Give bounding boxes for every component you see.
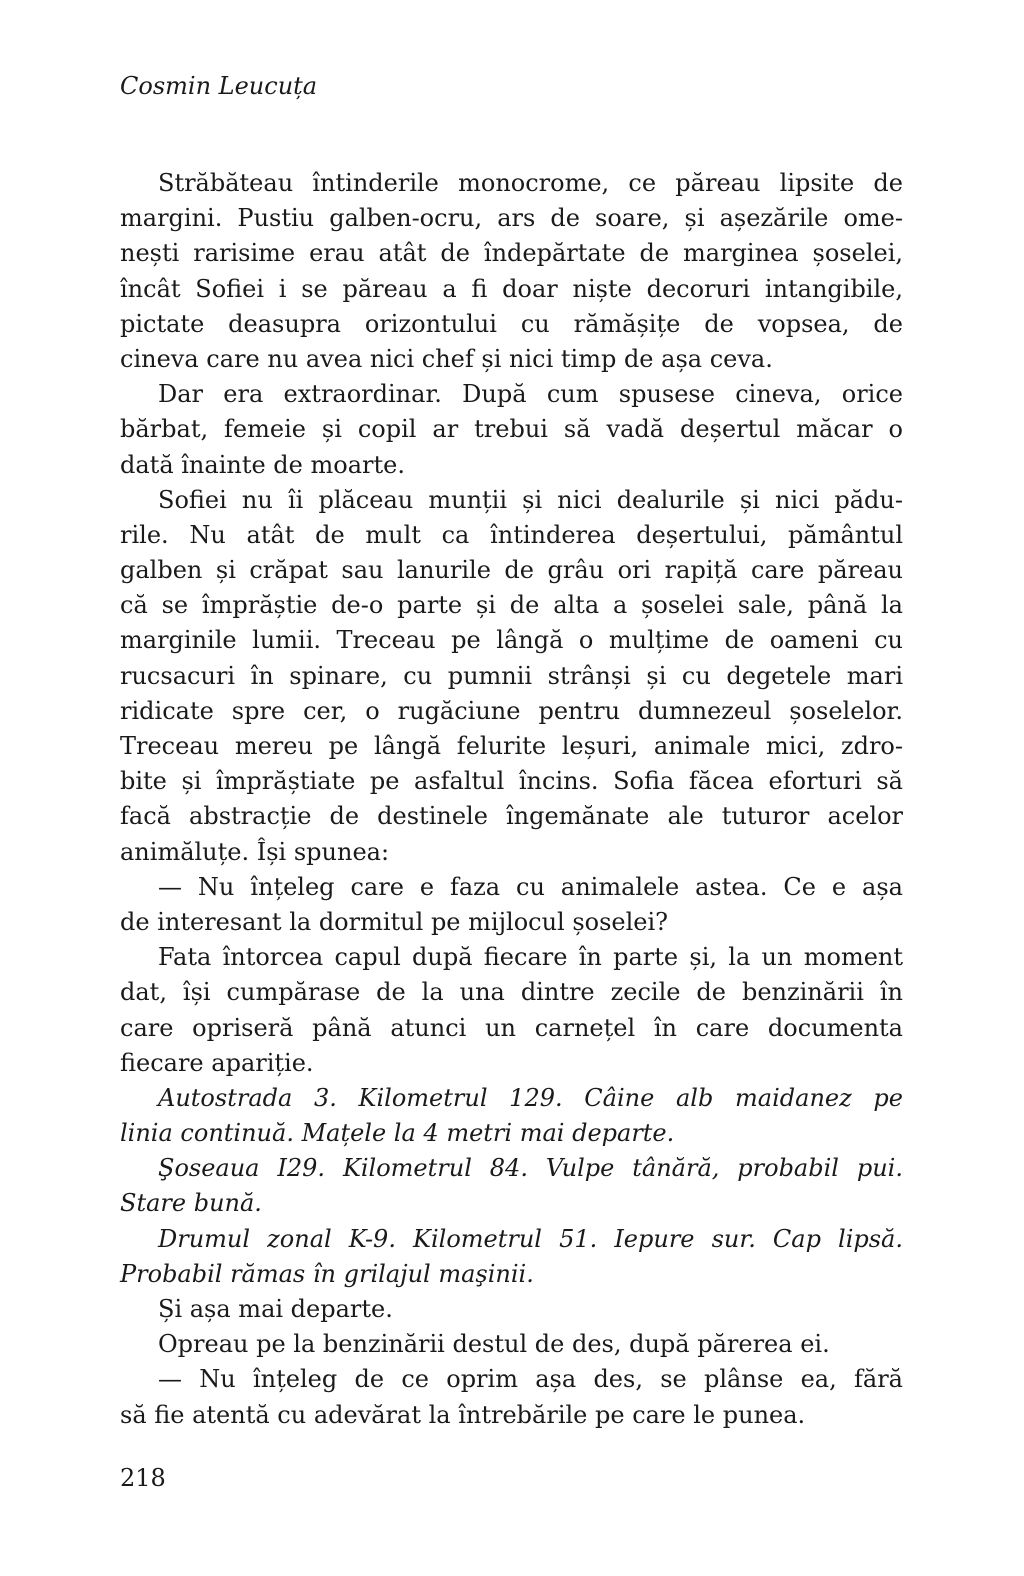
paragraph (120, 1292, 903, 1327)
text-line: margini. Pustiu galben-ocru, ars de soare, și așezările ome- (120, 204, 903, 233)
text-line: Stare bună. (120, 1189, 262, 1218)
text-line: Drumul zonal K-9. Kilometrul 51. Iepure sur. Cap lipsă. (158, 1224, 903, 1253)
text-line: Autostrada 3. Kilometrul 129. Câine alb maidanez pe (158, 1083, 903, 1112)
paragraph (120, 483, 903, 870)
paragraph (120, 870, 903, 940)
paragraph (120, 940, 903, 1081)
text-line: că se împrăștie de-o parte și de alta a șoselei sale, până la (120, 591, 903, 620)
text-line: Străbăteau întinderile monocrome, ce păreau lipsite de (158, 169, 903, 197)
text-line: bărbat, femeie și copil ar trebui să vadă deșertul măcar o (120, 415, 903, 444)
text-line: să fie atentă cu adevărat la întrebările pe care le punea. (120, 1400, 806, 1429)
text-line: de interesant la dormitul pe mijlocul șoselei? (120, 907, 669, 936)
text-line: Și așa mai departe. (158, 1295, 393, 1323)
text-line: cineva care nu avea nici chef și nici timp de așa ceva. (120, 344, 773, 373)
text-line: bite și împrăștiate pe asfaltul încins. Sofia făcea eforturi să (120, 767, 903, 796)
text-line: nești rarisime erau atât de îndepărtate de marginea șoselei, (120, 239, 903, 268)
text-line: ridicate spre cer, o rugăciune pentru dumnezeul șoselelor. (120, 696, 903, 725)
text-line: Sofiei nu îi plăceau munții și nici dealurile și nici pădu- (158, 485, 903, 514)
text-line: galben și crăpat sau lanurile de grâu ori rapiță care păreau (120, 556, 903, 585)
paragraph (120, 1362, 903, 1432)
text-line: Dar era extraordinar. După cum spusese cineva, orice (158, 380, 903, 409)
text-line: — Nu înțeleg de ce oprim așa des, se plânse ea, fără (158, 1365, 903, 1394)
text-line: pictate deasupra orizontului cu rămășițe de vopsea, de (120, 309, 903, 338)
running-header-author: Cosmin Leucuța (120, 72, 318, 100)
paragraph (120, 166, 903, 377)
text-line: marginile lumii. Treceau pe lângă o mulțime de oameni cu (120, 626, 903, 655)
text-line: facă abstracție de destinele îngemănate ale tuturor acelor (120, 802, 903, 831)
text-line: Treceau mereu pe lângă felurite leșuri, animale mici, zdro- (120, 732, 903, 760)
text-line: fiecare apariție. (120, 1048, 314, 1077)
paragraph (120, 377, 903, 483)
text-line: dat, își cumpărase de la una dintre zecile de benzinării în (120, 978, 903, 1007)
italic-note-paragraph (120, 1081, 903, 1151)
italic-note-paragraph (120, 1151, 903, 1221)
text-line: Probabil rămas în grilajul maşinii. (120, 1259, 534, 1288)
text-line: Opreau pe la benzinării destul de des, după părerea ei. (158, 1330, 830, 1359)
text-line: Şoseaua I29. Kilometrul 84. Vulpe tânără, probabil pui. (158, 1154, 903, 1183)
body-text (120, 166, 903, 1433)
text-line: care opriseră până atunci un carnețel în care documenta (120, 1013, 903, 1042)
text-line: Fata întorcea capul după fiecare în parte și, la un moment (158, 943, 903, 972)
text-line: rucsacuri în spinare, cu pumnii strânși și cu degetele mari (120, 661, 903, 690)
paragraph (120, 1327, 903, 1362)
text-line: linia continuă. Mațele la 4 metri mai departe. (120, 1119, 675, 1148)
text-line: dată înainte de moarte. (120, 450, 405, 479)
italic-note-paragraph (120, 1222, 903, 1292)
text-line: încât Sofiei i se păreau a fi doar niște decoruri intangibile, (120, 274, 903, 303)
text-line: — Nu înțeleg care e faza cu animalele astea. Ce e așa (158, 872, 903, 901)
page-number: 218 (120, 1464, 166, 1492)
text-line: rile. Nu atât de mult ca întinderea deșertului, pământul (120, 520, 903, 549)
text-line: animăluțe. Își spunea: (120, 837, 390, 866)
